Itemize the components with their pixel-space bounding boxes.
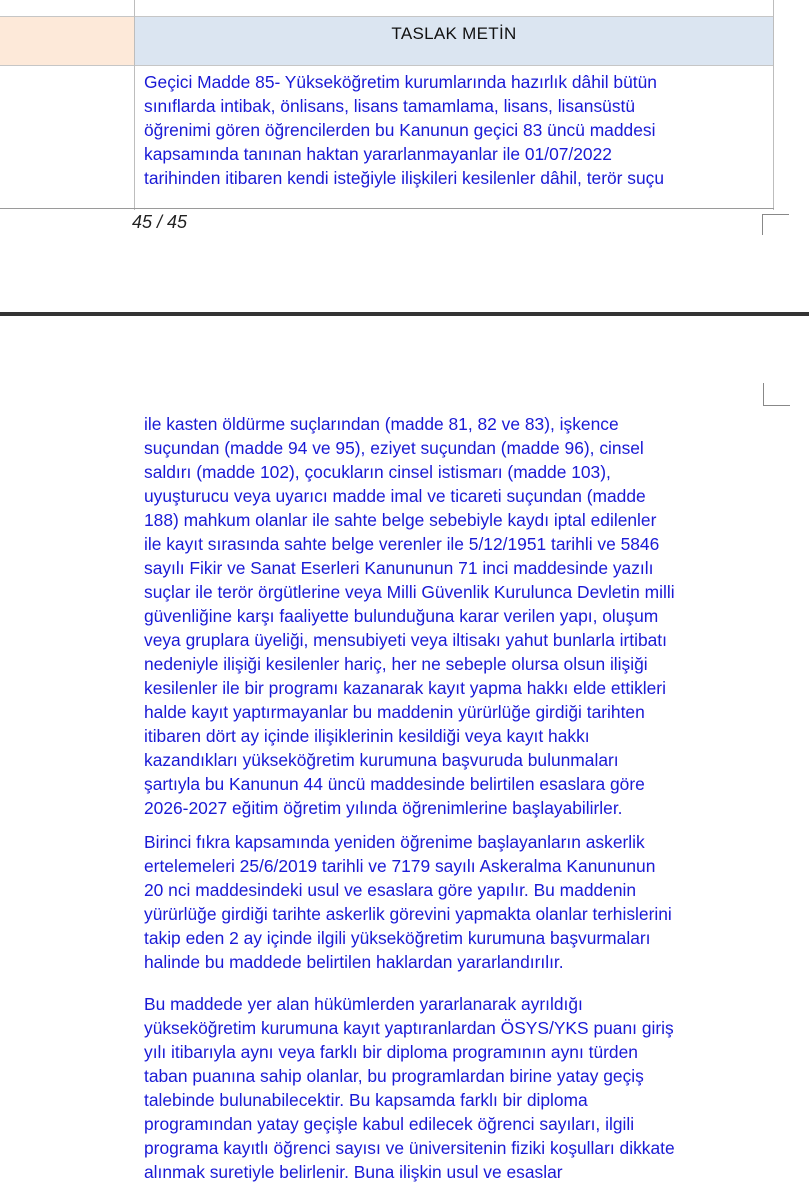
- draft-text-heading: TASLAK METİN: [391, 24, 517, 43]
- article-paragraph-1: ile kasten öldürme suçlarından (madde 81, 82 ve 83), işkence suçundan (madde 94 ve 95), eziyet suçundan (madde 96), cinsel saldırı (madde 102), çocukların cinsel istismarı (madde 103), uyuşturucu veya uyarıcı madde imal ve ticareti suçundan (madde 188) mahkum olanlar ile sahte belge sebebiyle kaydı iptal edilenler ile kayıt sırasında sahte belge verenler ile 5/12/1951 tarihli ve 5846 sayılı Fikir ve Sanat Eserleri Kanununun 71 inci maddesinde yazılı suçlar ile terör örgütlerine veya Milli Güvenlik Kurulunca Devletin milli güvenliğine karşı faaliyette bulunduğuna karar verilen yapı, oluşum veya gruplara üyeliği, mensubiyeti veya iltisakı yahut bunlarla irtibatı nedeniyle ilişiği kesilenler hariç, her ne sebeple olursa olsun ilişiği kesilenler ile bir programı kazanarak kayıt yapma hakkı elde ettikleri halde kayıt yaptırmayanlar bu maddenin yürürlüğe girdiği tarihten itibaren dört ay içinde ilişiklerinin kesildiği veya kayıt hakkı kazandıkları yükseköğretim kurumuna başvuruda bulunmaları şartıyla bu Kanunun 44 üncü maddesinde belirtilen esaslara göre 2026-2027 eğitim öğretim yılında öğrenimlerine başlayabilirler.: [144, 414, 675, 818]
- page-corner-mark: [762, 214, 789, 235]
- table-bottom-rule: [0, 208, 774, 209]
- table-left-header-cell: [0, 16, 135, 66]
- page-corner-mark: [763, 383, 790, 406]
- article-paragraph-2: Birinci fıkra kapsamında yeniden öğrenime başlayanların askerlik ertelemeleri 25/6/2019 tarihli ve 7179 sayılı Askeralma Kanununun 20 nci maddesindeki usul ve esaslara göre yapılır. Bu maddenin yürürlüğe girdiği tarihte askerlik görevini yapmakta olanlar terhislerini takip eden 2 ay içinde ilgili yükseköğretim kurumuna başvurmaları halinde bu maddede belirtilen haklardan yararlandırılır.: [144, 832, 672, 972]
- page-separator: [0, 312, 809, 316]
- table-right-border: [773, 0, 774, 210]
- article-paragraph-3: Bu maddede yer alan hükümlerden yararlanarak ayrıldığı yükseköğretim kurumuna kayıt yaptıranlardan ÖSYS/YKS puanı giriş yılı itibarıyla aynı veya farklı bir diploma programının aynı türden taban puanına sahip olanlar, bu programlardan birine yatay geçiş talebinde bulunabilecektir. Bu kapsamda farklı bir diploma programından yatay geçişle kabul edilecek öğrenci sayıları, ilgili programa kayıtlı öğrenci sayısı ve üniversitenin fiziki koşulları dikkate alınmak suretiyle belirlenir. Buna ilişkin usul ve esaslar: [144, 994, 675, 1182]
- article-text-start: Geçici Madde 85- Yükseköğretim kurumlarında hazırlık dâhil bütün sınıflarda intibak, önlisans, lisans tamamlama, lisans, lisansüstü öğrenimi gören öğrencilerden bu Kanunun geçici 83 üncü maddesi kapsamında tanınan haktan yararlanmayanlar ile 01/07/2022 tarihinden itibaren kendi isteğiyle ilişkileri kesilenler dâhil, terör suçu: [144, 72, 665, 188]
- page-number: 45 / 45: [132, 212, 188, 232]
- previous-page: [0, 0, 809, 312]
